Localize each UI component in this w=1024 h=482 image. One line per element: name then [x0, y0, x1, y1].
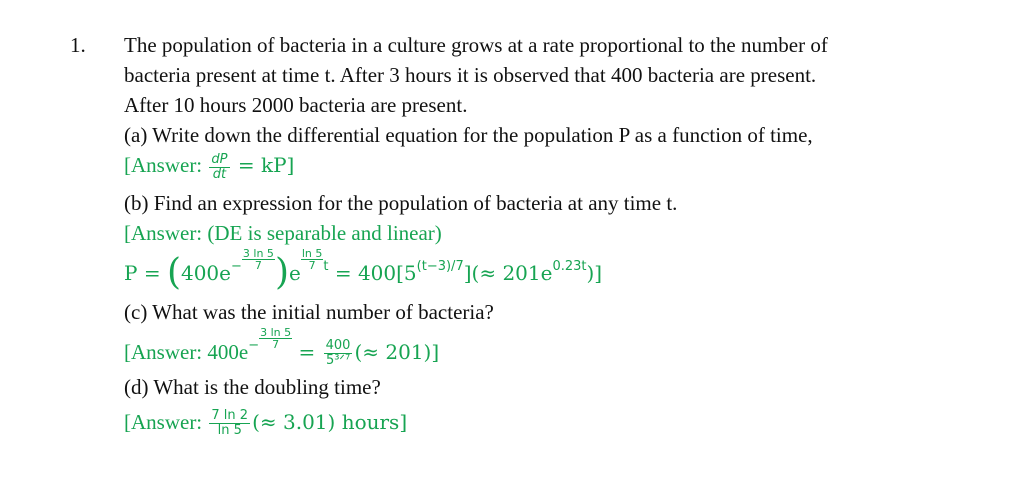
- question-number: 1.: [70, 33, 86, 57]
- dp-dt-fraction: $\frac{dP}{dt}$: [211, 151, 228, 182]
- intro-line-3: After 10 hours 2000 bacteria are present.: [124, 93, 468, 117]
- intro-line-1: The population of bacteria in a culture grows at a rate proportional to the number of: [124, 33, 828, 57]
- part-c-answer: [Answer: 400e− $\frac{3 \ln 5}{7}$ = $\frac{400}{\text{5³ᐟ⁷}}$ (≈ 201)]: [124, 325, 440, 369]
- part-b-answer-line1: [Answer: (DE is separable and linear): [124, 220, 442, 245]
- part-a-question: (a) Write down the differential equation for the population P as a function of time,: [124, 123, 813, 147]
- answer-prefix: [Answer:: [124, 153, 208, 177]
- part-a-answer: [124, 150, 984, 182]
- part-c-question: (c) What was the initial number of bacteria?: [124, 299, 494, 324]
- part-b-formula: P = (400e− $\frac{3 \ln 5}{7}$ )e $\frac{\ln 5}{7}$ $^t = 400[5^{(t-3)/7}](\approx 201e^{0.23t})$]: [124, 246, 603, 293]
- part-b-question: (b) Find an expression for the population of bacteria at any time t.: [124, 190, 678, 215]
- answer-rest: = kP]: [231, 153, 295, 177]
- intro-line-2: bacteria present at time t. After 3 hours it is observed that 400 bacteria are present.: [124, 63, 817, 87]
- part-d-answer: [Answer: $\frac{7 \ln 2}{\ln 5}$ (≈ 3.01) hours]: [124, 408, 408, 439]
- question-body: [124, 30, 984, 442]
- part-d-question: (d) What is the doubling time?: [124, 374, 381, 399]
